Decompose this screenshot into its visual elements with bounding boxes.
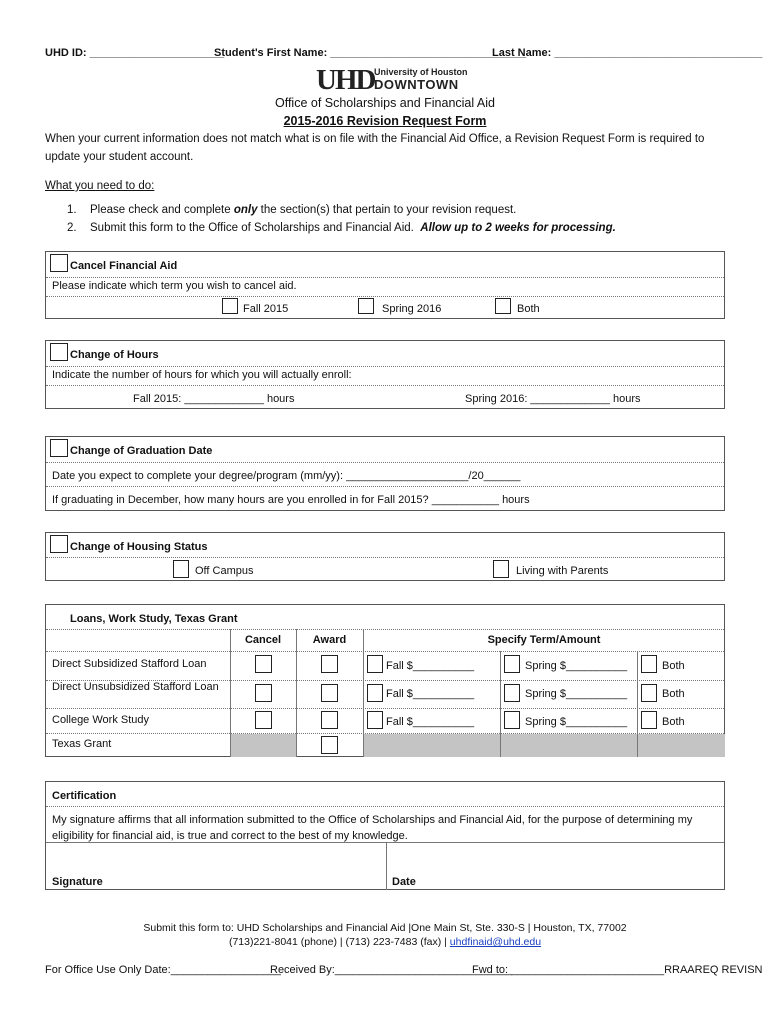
subsidized-spring-checkbox[interactable] xyxy=(504,655,520,673)
divider xyxy=(46,462,724,463)
logo-mark: UHD xyxy=(316,64,375,96)
divider xyxy=(46,486,724,487)
date-label[interactable]: Date xyxy=(392,876,416,888)
work-study-both-checkbox[interactable] xyxy=(641,711,657,729)
spring-hours-field[interactable]: Spring 2016: _____________ hours xyxy=(465,393,641,405)
step-1-number: 1. xyxy=(67,204,77,216)
unsubsidized-fall-checkbox[interactable] xyxy=(367,684,383,702)
disabled-cell xyxy=(364,734,725,757)
change-of-hours-title: Change of Hours xyxy=(70,349,159,361)
graduation-date-checkbox[interactable] xyxy=(50,439,68,457)
loans-section xyxy=(45,604,725,757)
work-study-fall-checkbox[interactable] xyxy=(367,711,383,729)
certification-title: Certification xyxy=(52,790,117,802)
change-of-hours-checkbox[interactable] xyxy=(50,343,68,361)
row-label-texas-grant: Texas Grant xyxy=(52,738,112,750)
divider xyxy=(46,277,724,278)
col-specify-header: Specify Term/Amount xyxy=(487,634,601,646)
divider xyxy=(46,366,724,367)
signature-label[interactable]: Signature xyxy=(52,876,103,888)
unsubsidized-cancel-checkbox[interactable] xyxy=(255,684,272,702)
work-study-both-label: Both xyxy=(662,716,685,728)
divider xyxy=(46,708,724,709)
subsidized-fall-amount[interactable]: Fall $__________ xyxy=(386,660,475,672)
grid-line xyxy=(296,629,297,757)
col-cancel-header: Cancel xyxy=(244,634,282,646)
grid-line xyxy=(386,842,387,890)
texas-grant-award-checkbox[interactable] xyxy=(321,736,338,754)
subsidized-both-checkbox[interactable] xyxy=(641,655,657,673)
fall-2015-label: Fall 2015 xyxy=(243,303,289,315)
housing-status-checkbox[interactable] xyxy=(50,535,68,553)
cancel-aid-section xyxy=(45,251,725,319)
email-link[interactable]: uhdfinaid@uhd.edu xyxy=(449,936,542,948)
divider xyxy=(46,557,724,558)
cancel-aid-prompt: Please indicate which term you wish to cancel aid. xyxy=(52,280,297,292)
divider xyxy=(46,296,724,297)
cancel-aid-title: Cancel Financial Aid xyxy=(70,260,178,272)
step-2 xyxy=(90,222,616,234)
logo-university: University of Houston xyxy=(374,67,468,77)
step-1-post: the section(s) that pertain to your revision request. xyxy=(257,204,517,216)
submit-address: Submit this form to: UHD Scholarships and Financial Aid |One Main St, Ste. 330-S | Houston, TX, 77002 xyxy=(143,922,627,934)
subsidized-award-checkbox[interactable] xyxy=(321,655,338,673)
living-with-parents-checkbox[interactable] xyxy=(493,560,509,578)
unsubsidized-spring-amount[interactable]: Spring $__________ xyxy=(525,688,628,700)
row-label-subsidized: Direct Subsidized Stafford Loan xyxy=(52,658,207,670)
off-campus-label: Off Campus xyxy=(195,565,254,577)
spring-2016-label: Spring 2016 xyxy=(382,303,442,315)
instructions-heading: What you need to do: xyxy=(45,180,155,192)
unsubsidized-award-checkbox[interactable] xyxy=(321,684,338,702)
row-label-work-study: College Work Study xyxy=(52,714,150,726)
subsidized-fall-checkbox[interactable] xyxy=(367,655,383,673)
hours-prompt: Indicate the number of hours for which you will actually enroll: xyxy=(52,369,352,381)
contact-line xyxy=(0,936,770,948)
fall-hours-field[interactable]: Fall 2015: _____________ hours xyxy=(133,393,295,405)
office-name: Office of Scholarships and Financial Aid xyxy=(274,96,496,110)
cancel-aid-checkbox[interactable] xyxy=(50,254,68,272)
change-of-hours-section xyxy=(45,340,725,409)
contact-phone-fax: (713)221-8041 (phone) | (713) 223-7483 (fax) | xyxy=(228,936,450,948)
certification-text: My signature affirms that all information submitted to the Office of Scholarships and Financial Aid, for the purpose of determining my eligibility for financial aid, is true and correct to the best of my knowledge. xyxy=(52,814,693,842)
unsubsidized-both-checkbox[interactable] xyxy=(641,684,657,702)
step-1 xyxy=(90,204,516,216)
form-title: 2015-2016 Revision Request Form xyxy=(283,114,487,128)
housing-status-title: Change of Housing Status xyxy=(70,541,208,553)
step-1-pre: Please check and complete xyxy=(90,204,234,216)
housing-status-section xyxy=(45,532,725,581)
row-label-unsubsidized: Direct Unsubsidized Stafford Loan xyxy=(52,681,219,693)
divider xyxy=(46,385,724,386)
step-1-emphasis: only xyxy=(233,204,258,216)
last-name-field[interactable]: Last Name: __________________________________ xyxy=(492,47,763,59)
certification-section xyxy=(45,781,725,890)
office-use-date[interactable]: For Office Use Only Date:__________________ xyxy=(45,964,281,976)
both-terms-label: Both xyxy=(517,303,540,315)
graduation-date-title: Change of Graduation Date xyxy=(70,445,213,457)
subsidized-cancel-checkbox[interactable] xyxy=(255,655,272,673)
intro-text: When your current information does not match what is on file with the Financial Aid Office, a Revision Request Form is required to update your student account. xyxy=(45,133,705,163)
disabled-cell xyxy=(231,734,296,757)
fwd-to-field[interactable]: Fwd to: _________________________RRAAREQ REVISN xyxy=(472,964,763,976)
step-2-number: 2. xyxy=(67,222,77,234)
divider xyxy=(46,651,724,652)
off-campus-checkbox[interactable] xyxy=(173,560,189,578)
uhd-id-field[interactable]: UHD ID: ______________________ xyxy=(45,47,225,59)
logo-downtown: DOWNTOWN xyxy=(374,77,459,92)
work-study-award-checkbox[interactable] xyxy=(321,711,338,729)
subsidized-spring-amount[interactable]: Spring $__________ xyxy=(525,660,628,672)
work-study-spring-amount[interactable]: Spring $__________ xyxy=(525,716,628,728)
living-with-parents-label: Living with Parents xyxy=(516,565,609,577)
divider xyxy=(46,806,724,807)
graduation-date-field[interactable]: Date you expect to complete your degree/program (mm/yy): ____________________/20______ xyxy=(52,470,521,482)
step-2-emphasis: Allow up to 2 weeks for processing. xyxy=(420,222,616,234)
work-study-fall-amount[interactable]: Fall $__________ xyxy=(386,716,475,728)
first-name-field[interactable]: Student's First Name: ________________________________ xyxy=(214,47,527,59)
work-study-cancel-checkbox[interactable] xyxy=(255,711,272,729)
graduation-date-section xyxy=(45,436,725,511)
both-terms-checkbox[interactable] xyxy=(495,298,511,314)
unsubsidized-spring-checkbox[interactable] xyxy=(504,684,520,702)
fall-2015-checkbox[interactable] xyxy=(222,298,238,314)
subsidized-both-label: Both xyxy=(662,660,685,672)
step-2-pre: Submit this form to the Office of Scholarships and Financial Aid. xyxy=(90,222,421,234)
grid-line xyxy=(500,733,501,757)
work-study-spring-checkbox[interactable] xyxy=(504,711,520,729)
divider xyxy=(46,629,724,630)
grid-line xyxy=(637,733,638,757)
loans-title: Loans, Work Study, Texas Grant xyxy=(70,613,238,625)
received-by-field[interactable]: Received By:_____________________________ xyxy=(270,964,513,976)
col-award-header: Award xyxy=(312,634,347,646)
uhd-logo xyxy=(316,64,468,96)
divider xyxy=(46,842,724,843)
unsubsidized-fall-amount[interactable]: Fall $__________ xyxy=(386,688,475,700)
spring-2016-checkbox[interactable] xyxy=(358,298,374,314)
december-hours-field[interactable]: If graduating in December, how many hours are you enrolled in for Fall 2015? ___________ hours xyxy=(52,494,530,506)
unsubsidized-both-label: Both xyxy=(662,688,685,700)
